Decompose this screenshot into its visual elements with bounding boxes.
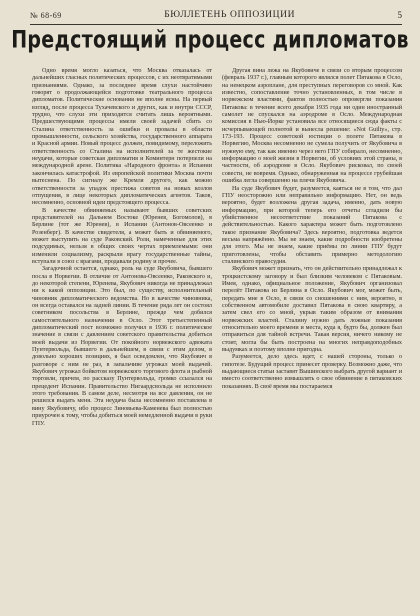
left-paragraph-1: Одно время могло казаться, что Москва отказалась от дальнейших гласных политических процессов, с их неотвратимыми признаниями. Однако, за последнее время слухи настойчиво говорят о продолжающейся подготовке театрального процесса дипломатов. Политические основания не вполне ясны. На первый взгляд, после процесса Тухачевского и других, как и внутри СССР, трудно, что слухи эти приходится считать лишь вероятными. Предшествующими процессы имели своей задачей сбить со Сталина ответственность за ошибки и провалы в области промышленности, сельского хозяйства, государственного аппарата и Красной армии. Новый процесс должен, повидимому, переложить ответственность со Сталина на исполнителей за те жестокие неудачи, которые советская дипломатия и Коминтерн потерпели на международной арене. Политика «Народного фронта» в Испании закончилась катастрофой. Из европейской политики Москва почти вытеснена. По сигналу же Кремля другого, как можно ответственности за упадок престижа советов на новых козлов отпущения, в лице некоторых дипломатических агентов. Таков, несомненно, основной идеи предстоящего процесса.	[32, 68, 212, 207]
issue-number: № 68-69	[30, 10, 62, 20]
right-paragraph-4: Разумеется, дело здесь идет, с нашей стороны, только о гипотезе. Будущий процесс принесет проверку. Возможно даже, что выдающиеся статьи заставят Вышинского выбрать другой вариант и вместо соответственно измышлять о свое обвинение в пятаковских показаниях. В своё время мы постараемся	[222, 354, 402, 390]
page-header	[30, 6, 402, 25]
left-paragraph-2: В качестве обвиняемых называют бывших советских представителей на Дальнем Востоке (Юренев, Богомолов), в Берлине (тот же Юренев), в Испании (Антонов-Овсеенко и Розенберг). В качестве свидетеля, а может быть и обвиняемого, может выступить на суде Раковский. Роли, намеченные для этих подсудимых, нельзя в общих своих чертах приемлемыми: они изменили социализму, раскрыли врагу государственные тайны, вступали в союз с врагами, продавали родину и прочее.	[32, 207, 212, 265]
right-column	[222, 68, 402, 610]
right-paragraph-2: На суде Якубович будет, разумеется, каяться не в том, что дал ГПУ неосторожно или неправильно информацию. Нет, он ведь вероятно, будет возложена другая задача, именно, дать новую информацию, при которой теперь его отчеты сгладили бы убийственное несоответствие показаний Пятакова с действительностью. Какого характера может быть подготовлено такое признание Якубовича? Здесь вероятно, подготовка ведется весьма напряжённо. Мы не знаем, какие подробности изобретены для этого. Мы не знаем, какие приёмы по линии ГПУ будут приготовлены, чтобы обставить примерно методологию сталинского правосудия.	[222, 185, 402, 265]
right-paragraph-3: Якубович может признать, что он действительно принадлежал к троцкистскому заговору и был близким человеком с Пятаковым. Имея, однако, официальное положение, Якубович организовал перелёт Пятакова из Берлина в Осло. Якубович мог, может быть, передать мне в Осло, в связи со сношениями с ним, вероятно, в собственном автомобиле доставил Пятакова в свою квартиру, а затем свел его со мной, укрыв таким образом от внимания норвежских властей. Сталину нужно дать ложные показания относительно моего времени и места, куда я, будто бы, должен был отправиться для тайной встречи. Такая версия, ничего никому не стоит, могла бы быть построена на многих неправдоподобных выдумках и поэтому вполне пригодна.	[222, 266, 402, 354]
page-number: 5	[397, 10, 402, 20]
left-column	[32, 68, 212, 610]
right-paragraph-1: Другая вина лежа на Якубовиче в связи со вторым процессом (февраль 1937 г.), главным которого являлся полет Пятакова в Осло, на немецком аэроплане, для преступных переговоров со мной. Как известно, сопоставление точно установленных, в том числе в норвежском властями, фактов полностью опровергли показания Пятакова: в течение всего декабря 1935 года ни один иностранный самолет не спускался на аэродроме в Осло. Международная комиссия в Нью-Йорке установила все относящиеся сюда факты с исчерпывающей полнотой и вынесла решение: «Not Guilty», стр. 173-193. Процесс советской юстиции о полете Пятакова в Норвегию, Москва несомненно не сумела получить от Якубовича в нужную ему, так как именно через него ГПУ собирало, несомненно, информацию о моей жизни в Норвегии, об условиях этой страны, в частности, об аэродроме в Осло. Якубович рисковал, по своей совести, не вовремя. Однако, обнаруженная на процессе грубейшая ошибка легла совершенно на плечи Якубовича.	[222, 68, 402, 185]
article-body	[32, 68, 402, 610]
bulletin-title: БЮЛЛЕТЕНЬ ОППОЗИЦИИ	[164, 10, 296, 20]
left-paragraph-3: Загадочной остается, однако, роль на суде Якубовича, бывшего посла в Норвегии. В отличие от Антонова-Овсеенко, Раковского и, до некоторой степени, Юренева, Якубович никогда не принадлежал ни к какой оппозиции. Это был, по существу, исполнительный чиновник дипломатического ведомства. Но в качестве чиновника, он всегда оставался на задней линии. В течение ряда лет он состоял советником посольства в Берлине, прежде чем добился самостоятельного назначения в Осло. Этот третьестепенный дипломатический пост возможно получил в 1936 г. политическое значение в связи с давлением советского правительства добиться моей выдачи из Норвегии. От покойного норвежского адвоката Пунтервольда, бывшего в дальнейшем, в связи с этим делом, в довольно хороших позициях, я был осведомлен, что Якубович в разговоре с ним не раз, в запальчиве угрожал моей выдачей. Якубович угрожал бойкотом норвежского торгового флота и рыбной торговли, причем, по рассказу Пунтервольда, громко ссылался на прецедент Испании. Правительство Нигаардсвольда не исполнило этого требования. В самом деле, несмотря на все давления, он не решился выдать меня. Эта неудача была несомненно поставлена в вину Якубовичу, ибо процесс Зиновьева-Каменева был полностью приурочен к тому, чтобы добиться моей немедленной выдачи в руки ГПУ.	[32, 266, 212, 427]
article-title: Предстоящий процесс дипломатов	[11, 26, 409, 54]
